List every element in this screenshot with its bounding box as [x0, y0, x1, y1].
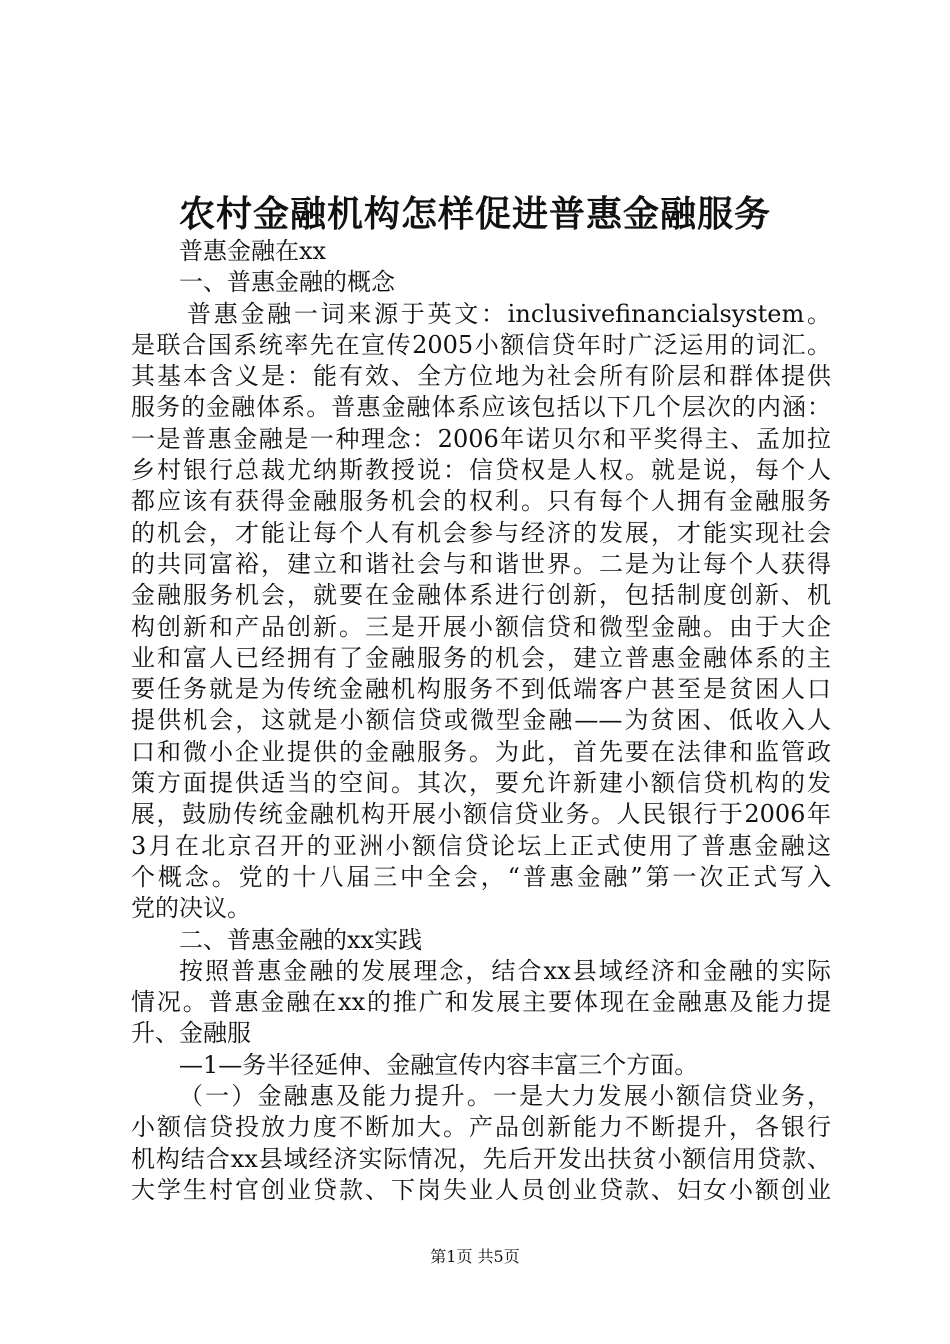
- text-line: 普惠金融一词来源于英文：inclusivefinancialsystem。: [187, 299, 831, 328]
- text-line: 构创新和产品创新。三是开展小额信贷和微型金融。由于大企: [131, 612, 831, 641]
- text-line: 的共同富裕，建立和谐社会与和谐世界。二是为让每个人获得: [131, 549, 831, 578]
- text-line: 是联合国系统率先在宣传2005小额信贷年时广泛运用的词汇。: [131, 330, 831, 359]
- text-line: （一）金融惠及能力提升。一是大力发展小额信贷业务，: [179, 1082, 831, 1111]
- page-footer: 第1页 共5页: [430, 1247, 520, 1266]
- document-title: 农村金融机构怎样促进普惠金融服务: [178, 193, 771, 235]
- text-line: 小额信贷投放力度不断加大。产品创新能力不断提升，各银行: [131, 1113, 831, 1142]
- text-line: 展，鼓励传统金融机构开展小额信贷业务。人民银行于2006年: [131, 800, 831, 829]
- text-line: 3月在北京召开的亚洲小额信贷论坛上正式使用了普惠金融这: [131, 831, 831, 860]
- text-line: 业和富人已经拥有了金融服务的机会，建立普惠金融体系的主: [131, 643, 831, 672]
- text-line: 党的决议。: [131, 894, 251, 923]
- text-line: 金融服务机会，就要在金融体系进行创新，包括制度创新、机: [131, 581, 831, 610]
- text-line: 策方面提供适当的空间。其次，要允许新建小额信贷机构的发: [131, 769, 831, 798]
- text-line: 乡村银行总裁尤纳斯教授说：信贷权是人权。就是说，每个人: [131, 456, 831, 485]
- text-line: 口和微小企业提供的金融服务。为此，首先要在法律和监管政: [131, 737, 831, 766]
- text-line: 情况。普惠金融在xx的推广和发展主要体现在金融惠及能力提: [131, 988, 831, 1017]
- document-body: [131, 236, 831, 1206]
- text-line: 要任务就是为传统金融机构服务不到低端客户甚至是贫困人口: [131, 675, 831, 704]
- text-line: 个概念。党的十八届三中全会，“普惠金融”第一次正式写入: [131, 862, 831, 891]
- text-line: 普惠金融在xx: [179, 237, 327, 265]
- text-line: 一、普惠金融的概念: [179, 268, 395, 297]
- text-line: 大学生村官创业贷款、下岗失业人员创业贷款、妇女小额创业: [131, 1175, 831, 1204]
- text-line: 升、金融服: [131, 1019, 251, 1048]
- text-line: 一是普惠金融是一种理念：2006年诺贝尔和平奖得主、孟加拉: [131, 424, 831, 453]
- text-line: —1—务半径延伸、金融宣传内容丰富三个方面。: [179, 1050, 699, 1079]
- text-line: 其基本含义是：能有效、全方位地为社会所有阶层和群体提供: [131, 362, 831, 391]
- text-line: 二、普惠金融的xx实践: [179, 925, 423, 954]
- text-line: 的机会，才能让每个人有机会参与经济的发展，才能实现社会: [131, 518, 831, 547]
- text-line: 机构结合xx县域经济实际情况，先后开发出扶贫小额信用贷款、: [131, 1144, 831, 1173]
- text-line: 提供机会，这就是小额信贷或微型金融——为贫困、低收入人: [131, 706, 831, 735]
- text-line: 都应该有获得金融服务机会的权利。只有每个人拥有金融服务: [131, 487, 831, 516]
- text-line: 服务的金融体系。普惠金融体系应该包括以下几个层次的内涵：: [131, 393, 831, 422]
- text-line: 按照普惠金融的发展理念，结合xx县域经济和金融的实际: [179, 956, 831, 985]
